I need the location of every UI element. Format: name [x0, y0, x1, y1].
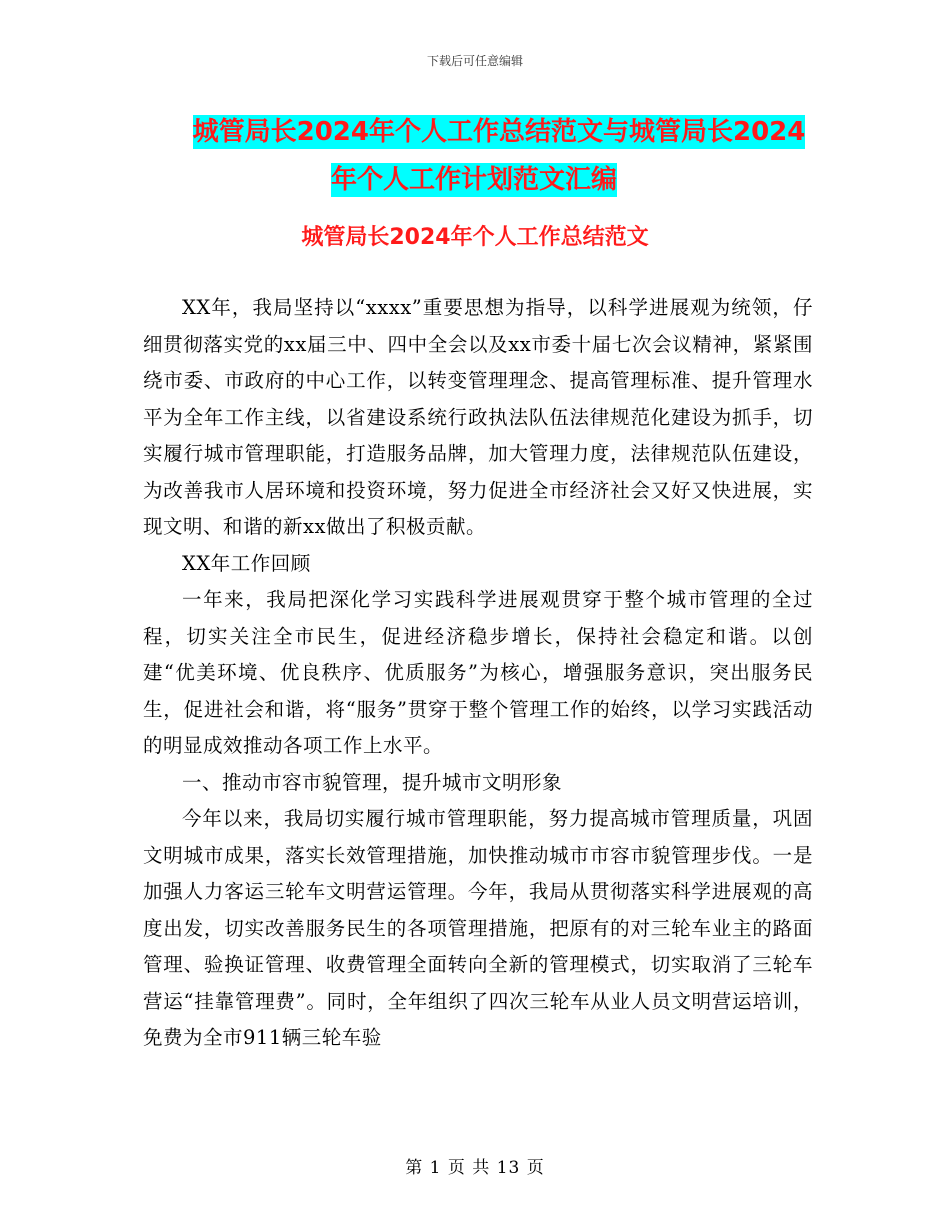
paragraph-intro: XX年，我局坚持以“xxxx”重要思想为指导，以科学进展观为统领，仔细贯彻落实党的xx届三中、四中全会以及xx市委十届七次会议精神，紧紧围绕市委、市政府的中心工作，以转变管理理念、提高管理标准、提升管理水平为全年工作主线，以省建设系统行政执法队伍法律规范化建设为抓手，切实履行城市管理职能，打造服务品牌，加大管理力度，法律规范队伍建设，为改善我市人居环境和投资环境，努力促进全市经济社会又好又快进展，实现文明、和谐的新xx做出了积极贡献。 — [143, 296, 813, 538]
section-title: 城管局长2024年个人工作总结范文 — [301, 225, 649, 250]
paragraph-section-1: 今年以来，我局切实履行城市管理职能，努力提高城市管理质量，巩固文明城市成果，落实长效管理措施，加快推动城市市容市貌管理步伐。一是加强人力客运三轮车文明营运管理。今年，我局从贯彻落实科学进展观的高度出发，切实改善服务民生的各项管理措施，把原有的对三轮车业主的路面管理、验换证管理、收费管理全面转向全新的管理模式，切实取消了三轮车营运“挂靠管理费”。同时，全年组织了四次三轮车从业人员文明营运培训，免费为全市911辆三轮车验 — [143, 807, 813, 1049]
document-body — [143, 290, 813, 1057]
document-title — [0, 108, 950, 204]
paragraph-review: 一年来，我局把深化学习实践科学进展观贯穿于整个城市管理的全过程，切实关注全市民生，促进经济稳步增长，保持社会稳定和谐。以创建“优美环境、优良秩序、优质服务”为核心，增强服务意识，突出服务民生，促进社会和谐，将“服务”贯穿于整个管理工作的始终，以学习实践活动的明显成效推动各项工作上水平。 — [143, 588, 813, 757]
paragraph-heading-review: XX年工作回顾 — [182, 551, 311, 575]
paragraph-heading-section-1: 一、推动市容市貌管理，提升城市文明形象 — [182, 770, 563, 794]
title-line-1: 城管局长2024年个人工作总结范文与城管局长2024 — [192, 117, 806, 147]
title-line-2: 年个人工作计划范文汇编 — [330, 165, 617, 195]
header-note: 下载后可任意编辑 — [426, 54, 523, 68]
page-footer: 第 1 页 共 13 页 — [405, 1158, 545, 1178]
